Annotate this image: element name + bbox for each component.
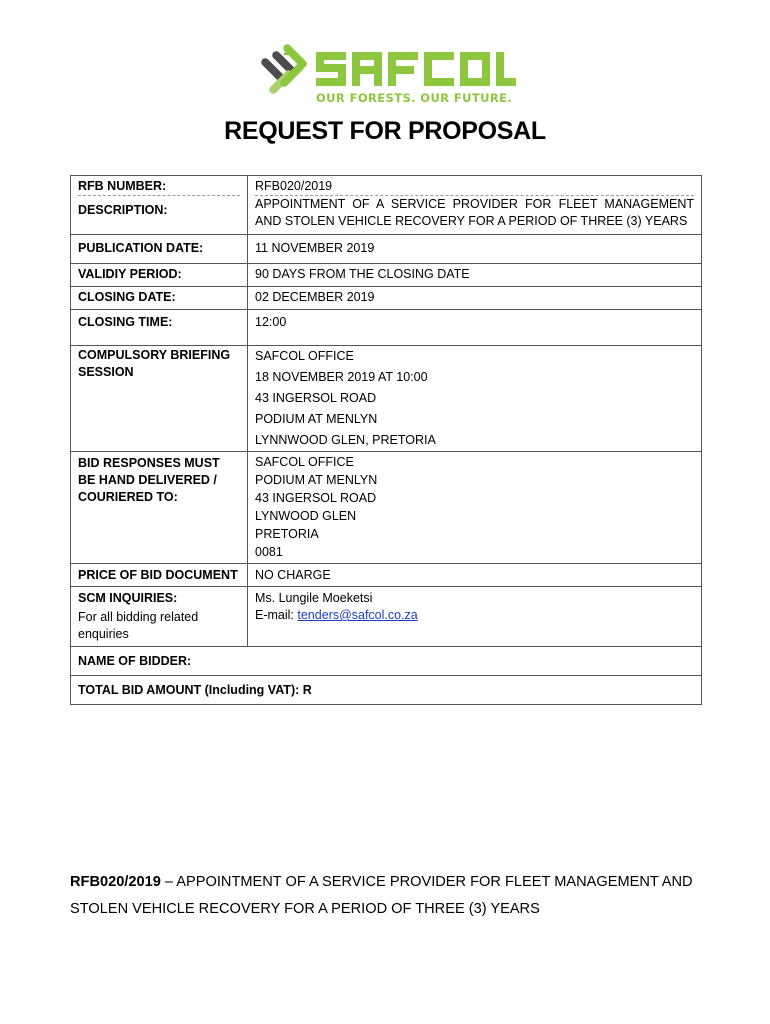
footer-description xyxy=(70,869,710,923)
briefing-line: 18 NOVEMBER 2019 AT 10:00 xyxy=(255,370,428,384)
delivery-line: 43 INGERSOL ROAD xyxy=(255,491,377,505)
validity-period-label: VALIDIY PERIOD: xyxy=(71,264,248,287)
briefing-line: 43 INGERSOL ROAD xyxy=(255,391,377,405)
validity-period-value: 90 DAYS FROM THE CLOSING DATE xyxy=(248,264,702,287)
closing-time-label: CLOSING TIME: xyxy=(71,310,248,346)
description-label: DESCRIPTION: xyxy=(78,203,168,217)
footer-text: – APPOINTMENT OF A SERVICE PROVIDER FOR FLEET MANAGEMENT AND STOLEN VEHICLE RECOVERY FOR A PERIOD OF THREE (3) YEARS xyxy=(70,874,693,917)
safcol-logo-graphic xyxy=(256,40,516,106)
delivery-line: SAFCOL OFFICE xyxy=(255,455,354,469)
table-row xyxy=(71,264,702,287)
briefing-line: LYNNWOOD GLEN, PRETORIA xyxy=(255,433,436,447)
briefing-line: SAFCOL OFFICE xyxy=(255,349,354,363)
table-row xyxy=(71,564,702,587)
publication-date-value: 11 NOVEMBER 2019 xyxy=(248,235,702,264)
delivery-line: LYNWOOD GLEN xyxy=(255,509,357,523)
closing-date-value: 02 DECEMBER 2019 xyxy=(248,287,702,310)
svg-text:OUR FORESTS. OUR FUTURE.: OUR FORESTS. OUR FUTURE. xyxy=(316,91,513,105)
scm-email-link[interactable]: tenders@safcol.co.za xyxy=(297,608,418,622)
delivery-address-label: BID RESPONSES MUST BE HAND DELIVERED / COURIERED TO: xyxy=(71,452,248,564)
scm-contact-cell xyxy=(248,587,702,647)
briefing-line: PODIUM AT MENLYN xyxy=(255,412,378,426)
safcol-logo xyxy=(256,40,516,106)
briefing-session-label: COMPULSORY BRIEFING SESSION xyxy=(71,346,248,452)
table-row xyxy=(71,176,702,235)
table-row xyxy=(71,452,702,564)
rfp-details-table xyxy=(70,175,702,705)
delivery-line: PODIUM AT MENLYN xyxy=(255,473,378,487)
closing-time-value: 12:00 xyxy=(248,310,702,346)
publication-date-label: PUBLICATION DATE: xyxy=(71,235,248,264)
total-bid-amount-field[interactable]: TOTAL BID AMOUNT (Including VAT): R xyxy=(71,676,702,705)
scm-inquiries-sublabel: For all bidding related enquiries xyxy=(78,610,199,641)
safcol-wordmark xyxy=(316,52,516,86)
scm-email-line xyxy=(255,607,694,624)
scm-inquiries-cell xyxy=(71,587,248,647)
rfb-number-label: RFB NUMBER: xyxy=(78,178,240,196)
scm-email-prefix: E-mail: xyxy=(255,608,298,622)
briefing-session-details xyxy=(248,346,702,452)
rfb-number-value: RFB020/2019 xyxy=(255,178,694,196)
table-row xyxy=(71,346,702,452)
delivery-line: 0081 xyxy=(255,545,283,559)
document-title: REQUEST FOR PROPOSAL xyxy=(224,117,546,145)
scm-inquiries-label: SCM INQUIRIES: xyxy=(78,591,178,605)
table-row xyxy=(71,287,702,310)
closing-date-label: CLOSING DATE: xyxy=(71,287,248,310)
table-row xyxy=(71,235,702,264)
price-label: PRICE OF BID DOCUMENT xyxy=(71,564,248,587)
table-row xyxy=(71,647,702,676)
table-row xyxy=(71,587,702,647)
description-value: APPOINTMENT OF A SERVICE PROVIDER FOR FLEET MANAGEMENT AND STOLEN VEHICLE RECOVERY FOR A PERIOD OF THREE (3) YEARS xyxy=(255,197,694,228)
scm-contact-name: Ms. Lungile Moeketsi xyxy=(255,591,373,605)
delivery-address xyxy=(248,452,702,564)
table-row xyxy=(71,676,702,705)
table-row xyxy=(71,310,702,346)
bidder-name-field[interactable]: NAME OF BIDDER: xyxy=(71,647,702,676)
price-value: NO CHARGE xyxy=(248,564,702,587)
delivery-line: PRETORIA xyxy=(255,527,319,541)
leaf-emblem-icon xyxy=(260,43,309,96)
footer-reference: RFB020/2019 xyxy=(70,874,161,890)
